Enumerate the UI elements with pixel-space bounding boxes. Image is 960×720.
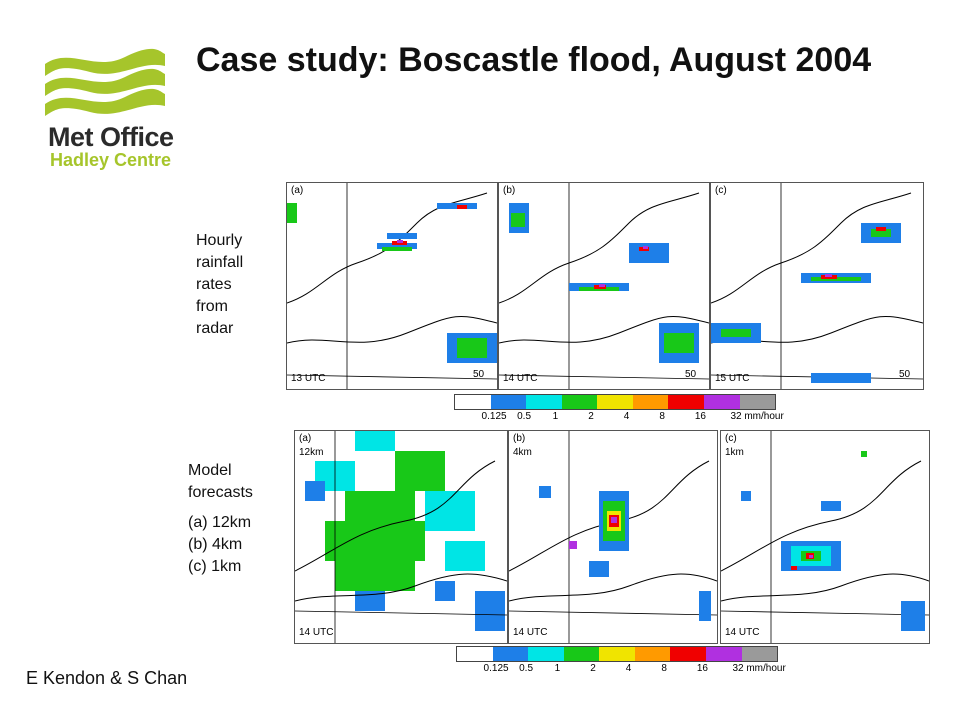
colorbar-swatch <box>635 647 671 661</box>
radar-map-b <box>499 183 709 389</box>
lat-tick: 50 <box>899 369 911 380</box>
colorbar-tick: 1 <box>554 663 561 674</box>
model-panel-a <box>294 430 508 644</box>
model-panel-c <box>720 430 930 644</box>
radar-label <box>196 230 243 340</box>
colorbar-tick: 0.125 <box>481 411 507 422</box>
colorbar-swatch <box>704 395 740 409</box>
radar-label-line: Hourly <box>196 232 243 249</box>
radar-colorbar-ticks <box>454 411 814 425</box>
colorbar-tick: 4 <box>623 411 630 422</box>
radar-map-c <box>711 183 923 389</box>
colorbar-tick: 2 <box>588 411 594 422</box>
model-label <box>188 460 253 578</box>
colorbar-swatch <box>562 395 598 409</box>
credit: E Kendon & S Chan <box>26 668 188 688</box>
colorbar-swatch <box>742 647 778 661</box>
panel-time: 14 UTC <box>299 627 334 638</box>
model-label-item: (b) 4km <box>188 536 243 553</box>
model-label-item: (c) 1km <box>188 558 242 575</box>
model-label-item: (a) 12km <box>188 514 252 531</box>
colorbar-tick: 8 <box>659 411 665 422</box>
lat-tick: 50 <box>473 369 485 380</box>
logo-met-office: Met Office <box>48 122 174 152</box>
colorbar-swatch <box>493 647 529 661</box>
radar-label-line: rates <box>196 276 232 293</box>
model-map-b <box>509 431 717 643</box>
radar-label-line: rainfall <box>196 254 244 271</box>
panel-tag: (a) <box>299 433 312 444</box>
panel-time: 13 UTC <box>291 373 326 384</box>
panel-tag: (c) <box>725 433 737 444</box>
model-panel-b <box>508 430 718 644</box>
panel-res: 1km <box>725 447 744 458</box>
colorbar-swatch <box>455 395 491 409</box>
colorbar-tick: 32 mm/hour <box>732 663 786 674</box>
model-colorbar-ticks <box>456 663 816 677</box>
colorbar-tick: 16 <box>694 411 706 422</box>
colorbar-swatch <box>706 647 742 661</box>
logo-hadley-centre: Hadley Centre <box>50 150 172 170</box>
colorbar-tick: 0.125 <box>483 663 509 674</box>
colorbar-tick: 1 <box>552 411 559 422</box>
colorbar-swatch <box>564 647 600 661</box>
colorbar-swatch <box>491 395 527 409</box>
colorbar-swatch <box>740 395 776 409</box>
panel-time: 14 UTC <box>725 627 760 638</box>
radar-label-line: from <box>196 298 228 315</box>
colorbar-tick: 0.5 <box>517 411 532 422</box>
colorbar-swatch <box>528 647 564 661</box>
model-map-c <box>721 431 929 643</box>
colorbar-swatch <box>597 395 633 409</box>
panel-time: 14 UTC <box>513 627 548 638</box>
panel-time: 15 UTC <box>715 373 750 384</box>
colorbar-swatch <box>668 395 704 409</box>
colorbar-swatch <box>633 395 669 409</box>
colorbar-swatch <box>457 647 493 661</box>
model-label-line: forecasts <box>188 484 253 501</box>
panel-time: 14 UTC <box>503 373 538 384</box>
colorbar-tick: 16 <box>696 663 708 674</box>
colorbar-tick: 8 <box>661 663 667 674</box>
panel-tag: (a) <box>291 185 304 196</box>
colorbar-tick: 0.5 <box>519 663 534 674</box>
radar-panel-c <box>710 182 924 390</box>
page-title: Case study: Boscastle flood, August 2004 <box>196 41 872 79</box>
model-colorbar <box>456 646 778 662</box>
colorbar-tick: 2 <box>590 663 596 674</box>
radar-panel-a <box>286 182 498 390</box>
panel-tag: (c) <box>715 185 727 196</box>
model-map-a <box>295 431 507 643</box>
panel-res: 12km <box>299 447 324 458</box>
panel-tag: (b) <box>503 185 516 196</box>
colorbar-swatch <box>526 395 562 409</box>
panel-res: 4km <box>513 447 532 458</box>
colorbar-swatch <box>670 647 706 661</box>
colorbar-tick: 4 <box>625 663 632 674</box>
colorbar-tick: 32 mm/hour <box>730 411 784 422</box>
radar-label-line: radar <box>196 320 234 337</box>
radar-panel-b <box>498 182 710 390</box>
lat-tick: 50 <box>685 369 697 380</box>
panel-tag: (b) <box>513 433 526 444</box>
model-label-line: Model <box>188 462 232 479</box>
colorbar-swatch <box>599 647 635 661</box>
radar-map-a <box>287 183 497 389</box>
radar-colorbar <box>454 394 776 410</box>
